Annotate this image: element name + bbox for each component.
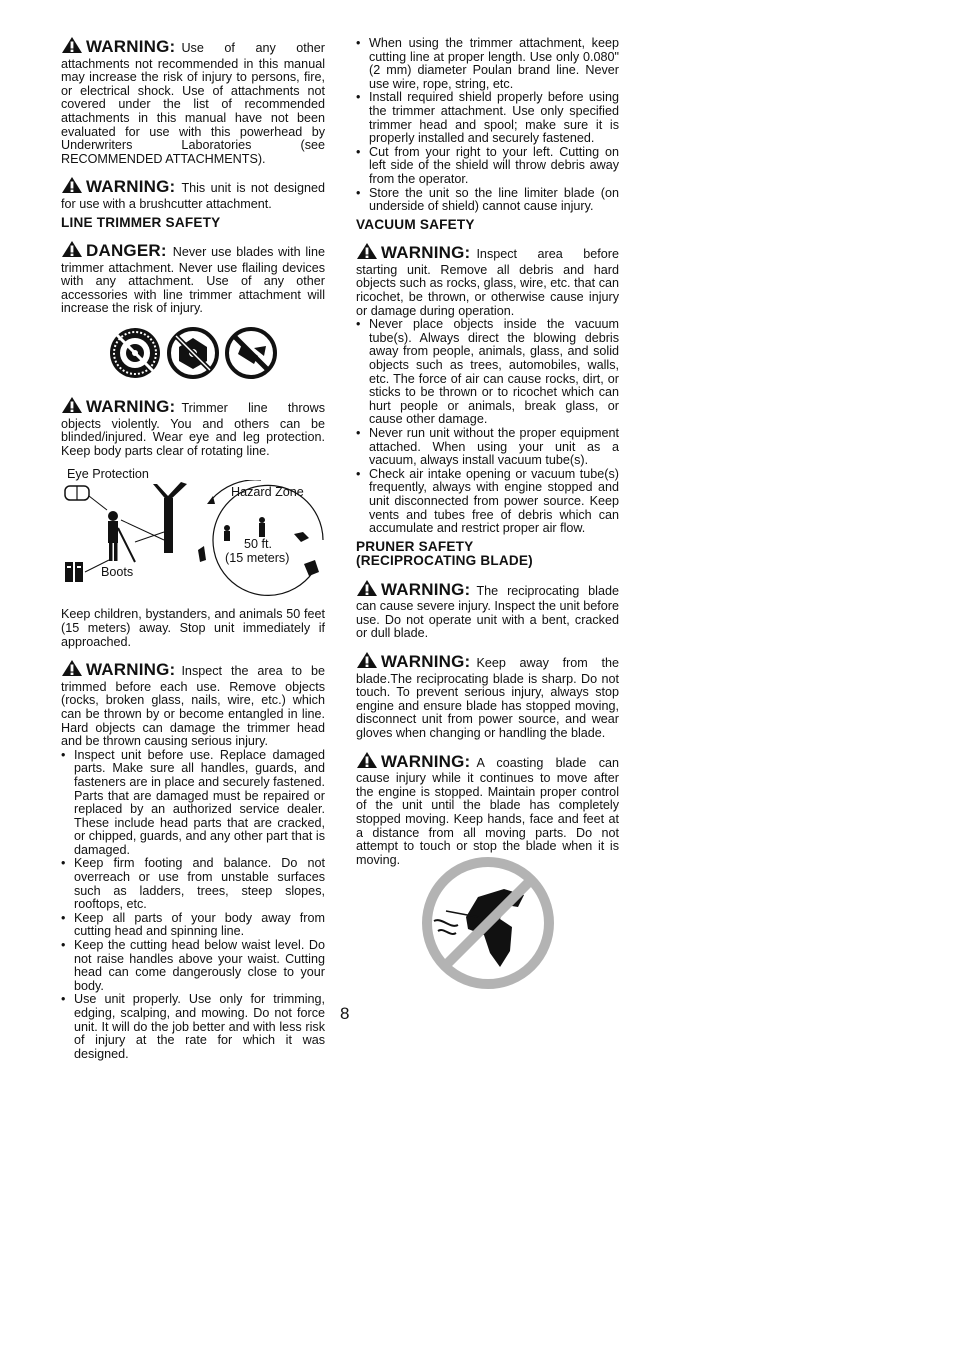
- warning-reciprocating-blade: [356, 579, 619, 641]
- list-item: • Use unit properly. Use only for trimming, edging, scalping, and mowing. Do not force unit. It will do the job better and with less risk of injury at the rate for which it was designed.: [61, 993, 325, 1061]
- warning-text: This unit is not designed for use with a brushcutter attachment.: [61, 181, 325, 211]
- right-column: [356, 37, 619, 877]
- warning-signal: WARNING:: [86, 397, 176, 416]
- boots-icon: [65, 562, 83, 582]
- no-flail-icon: [166, 326, 220, 380]
- warning-text: A coasting blade can cause injury while it continues to move after the engine is stopped. Maintain proper control of the unit until the blade has completely stopped moving. Keep hands, face and feet at a distance from all moving parts. Do not attempt to touch or stop the blade when it is moving.: [356, 755, 619, 867]
- trimmer-safety-list: [61, 749, 325, 1062]
- section-heading-vacuum: VACUUM SAFETY: [356, 216, 475, 232]
- warning-triangle-icon: [61, 659, 83, 681]
- warning-attachments: [61, 36, 325, 166]
- warning-triangle-icon: [356, 579, 378, 601]
- list-item: • Keep the cutting head below waist level. Do not raise handles above your waist. Cutting head can come dangerously close to your body.: [61, 939, 325, 993]
- danger-blades: [61, 240, 325, 316]
- list-item: • Cut from your right to your left. Cutting on left side of the shield will throw debris away from the operator.: [356, 146, 619, 187]
- danger-signal: DANGER:: [86, 241, 167, 261]
- list-item: • Inspect unit before use. Replace damaged parts. Make sure all handles, guards, and fasteners are in place and securely fastened. Parts that are damaged must be repaired or replaced by an authorized service dealer. These include head parts that are cracked, or chipped, guards, and any other part that is damaged.: [61, 749, 325, 858]
- section-heading-pruner: [356, 540, 619, 569]
- list-item: • Keep firm footing and balance. Do not overreach or use from unstable surfaces such as ladders, trees, steep slopes, rooftops, etc.: [61, 857, 325, 911]
- warning-blade-sharp: [356, 651, 619, 741]
- no-trimmer-device-icon: [224, 326, 278, 380]
- warning-triangle-icon: [61, 36, 83, 58]
- warning-signal: WARNING:: [381, 751, 471, 771]
- warning-coasting-blade: [356, 751, 619, 868]
- warning-trimmer-line: [61, 396, 325, 458]
- warning-inspect-area: [61, 659, 325, 749]
- warning-brushcutter: [61, 176, 325, 211]
- vacuum-safety-list: [356, 318, 619, 536]
- pruner-heading-line2: (RECIPROCATING BLADE): [356, 553, 533, 569]
- warning-signal: WARNING:: [381, 652, 471, 672]
- warning-text: Use of any other attachments not recommended in this manual may increase the risk of injury to persons, fire, or electrical shock. Use of attachments not covered under the list of recommended attachments in this manual have not been evaluated for use with this powerhead by Underwriters Laboratories (see RECOMMENDED ATTACHMENTS).: [61, 41, 325, 166]
- warning-signal: WARNING:: [381, 579, 471, 599]
- keep-away-text: Keep children, bystanders, and animals 50 feet (15 meters) away. Stop unit immediately if approached.: [61, 607, 325, 649]
- list-item: • Install required shield properly before using the trimmer attachment. Use only specified trimmer head and spool; make sure it is properly installed and securely fastened.: [356, 91, 619, 145]
- warning-text: Trimmer line throws objects violently. You and others can be blinded/injured. Wear eye and leg protection. Keep body parts clear of rotating line.: [61, 401, 325, 458]
- tree-icon: [121, 482, 187, 553]
- danger-text: Never use blades with line trimmer attachment. Never use flailing devices with any attachment. Use of any other accessories with line trimmer attachment will increase the risk of injury.: [61, 245, 325, 316]
- list-item: • When using the trimmer attachment, keep cutting line at proper length. Use only 0.080" (2 mm) diameter Poulan brand line. Never use wire, rope, string, etc.: [356, 37, 619, 91]
- hazard-zone-label: Hazard Zone: [231, 485, 304, 500]
- no-saw-blade-icon: [108, 326, 162, 380]
- trimmer-attachment-list: [356, 37, 619, 214]
- distance-meters-label: (15 meters): [225, 551, 290, 566]
- warning-triangle-icon: [356, 242, 378, 264]
- eye-protection-label: Eye Protection: [67, 467, 149, 482]
- warning-text: The reciprocating blade can cause severe injury. Inspect the unit before use. Do not operate unit with a bent, cracked or dull blade.: [356, 583, 619, 641]
- warning-text: Inspect the area to be trimmed before each use. Remove objects (rocks, broken glass, nails, wire, etc.) which can be thrown by or become entangled in line. Hard objects can damage the trimmer head and be thrown causing serious injury.: [61, 664, 325, 749]
- no-hand-near-blade-icon: [420, 855, 556, 991]
- section-heading-line-trimmer: LINE TRIMMER SAFETY: [61, 214, 221, 230]
- warning-signal: WARNING:: [86, 177, 176, 197]
- warning-triangle-icon: [356, 651, 378, 673]
- list-item: • Keep all parts of your body away from cutting head and spinning line.: [61, 912, 325, 939]
- boots-label: Boots: [101, 565, 134, 580]
- warning-signal: WARNING:: [86, 37, 176, 56]
- hazard-zone-diagram: [61, 468, 325, 600]
- warning-vacuum-area: [356, 242, 619, 318]
- warning-triangle-icon: [61, 240, 83, 262]
- warning-text: Inspect area before starting unit. Remove all debris and hard objects such as rocks, glass, wire, etc. that can ricochet, be thrown, or otherwise cause injury or damage during operation.: [356, 247, 619, 318]
- page-number: 8: [340, 1004, 350, 1023]
- list-item: • Never run unit without the proper equipment attached. When using your unit as a vacuum, always install vacuum tube(s).: [356, 427, 619, 468]
- pruner-heading-line1: PRUNER SAFETY: [356, 538, 474, 554]
- goggles-icon: [65, 486, 89, 500]
- warning-signal: WARNING:: [86, 660, 176, 680]
- operator-figure-icon: [108, 511, 135, 562]
- hazard-zone-illustration: [61, 480, 325, 600]
- list-item: • Store the unit so the line limiter blade (on underside of shield) cannot cause injury.: [356, 187, 619, 214]
- warning-triangle-icon: [61, 396, 83, 418]
- warning-signal: WARNING:: [381, 243, 471, 263]
- list-item: • Check air intake opening or vacuum tube(s) frequently, always with engine stopped and unit disconnected from power source. Keep vents and tubes free of debris which can accumulate and restrict proper air flow.: [356, 468, 619, 536]
- warning-triangle-icon: [356, 751, 378, 773]
- list-item: • Never place objects inside the vacuum tube(s). Always direct the blowing debris away from people, animals, glass, and solid objects such as trees, automobiles, walls, etc. The force of air can cause rocks, dirt, or sticks to be thrown or to ricochet which can hurt people or animals, break glass, or cause other damage.: [356, 318, 619, 427]
- left-column: [61, 36, 325, 1061]
- distance-feet-label: 50 ft.: [244, 537, 273, 552]
- prohibited-devices-icons: [61, 326, 325, 380]
- warning-text: Keep away from the blade.The reciprocating blade is sharp. Do not touch. To prevent serious injury, always stop engine and ensure blade has stopped moving, disconnect unit from power source, and wear gloves when changing or handling the blade.: [356, 656, 619, 741]
- warning-triangle-icon: [61, 176, 83, 198]
- hazard-zone-circle-icon: [198, 480, 323, 595]
